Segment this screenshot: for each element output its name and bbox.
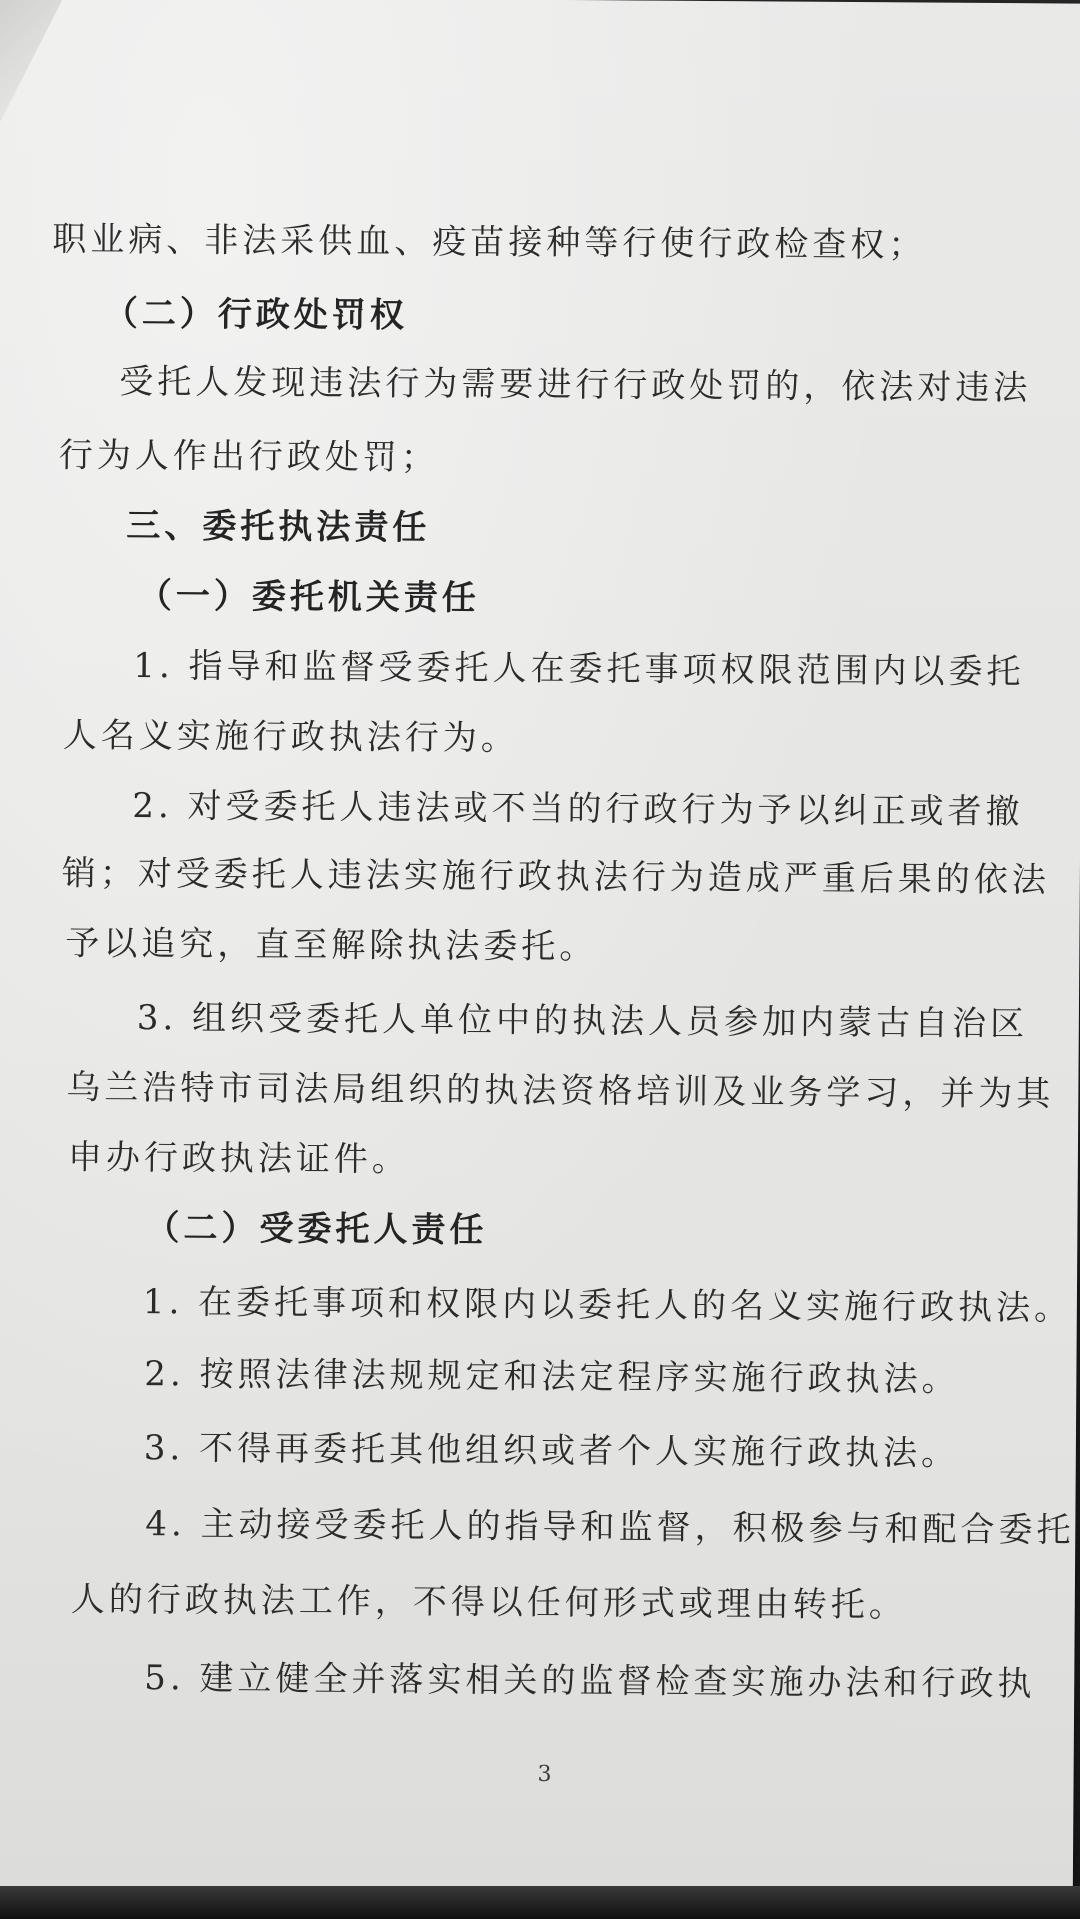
body-line: 2. 对受委托人违法或不当的行政行为予以纠正或者撤 xyxy=(132,785,1024,833)
body-line: 申办行政执法证件。 xyxy=(67,1137,411,1180)
body-line: 受托人发现违法行为需要进行行政处罚的，依法对违法 xyxy=(119,361,1032,409)
page-number: 3 xyxy=(537,1761,552,1787)
table-surface xyxy=(0,1886,1080,1919)
body-line: 2. 按照法律法规规定和法定程序实施行政执法。 xyxy=(144,1354,960,1400)
body-line: 3. 不得再委托其他组织或者个人实施行政执法。 xyxy=(143,1428,960,1474)
page-corner-curl xyxy=(0,0,64,136)
body-line: 4. 主动接受委托人的指导和监督，积极参与和配合委托 xyxy=(145,1504,1075,1551)
body-line: 职业病、非法采供血、疫苗接种等行使行政检查权； xyxy=(52,219,927,266)
section-heading: （二）受委托人责任 xyxy=(145,1208,488,1251)
body-line: 乌兰浩特市司法局组织的执法资格培训及业务学习，并为其 xyxy=(66,1067,1055,1115)
body-line: 人名义实施行政执法行为。 xyxy=(62,715,519,759)
section-heading: 三、委托执法责任 xyxy=(126,505,431,549)
body-line: 人的行政执法工作，不得以任何形式或理由转托。 xyxy=(70,1579,907,1626)
body-line: 5. 建立健全并落实相关的监督检查实施办法和行政执 xyxy=(144,1658,1036,1705)
body-line: 予以追究，直至解除执法委托。 xyxy=(65,923,598,968)
body-line: 3. 组织受委托人单位中的执法人员参加内蒙古自治区 xyxy=(136,998,1029,1045)
body-line: 销；对受委托人违法实施行政执法行为造成严重后果的依法 xyxy=(61,853,1050,901)
section-heading: （二）行政处罚权 xyxy=(103,293,408,336)
section-heading: （一）委托机关责任 xyxy=(137,576,480,619)
body-line: 1. 指导和监督受委托人在委托事项权限范围内以委托 xyxy=(133,645,1025,693)
body-line: 1. 在委托事项和权限内以委托人的名义实施行政执法。 xyxy=(142,1282,1073,1329)
body-line: 行为人作出行政处罚； xyxy=(58,435,439,479)
